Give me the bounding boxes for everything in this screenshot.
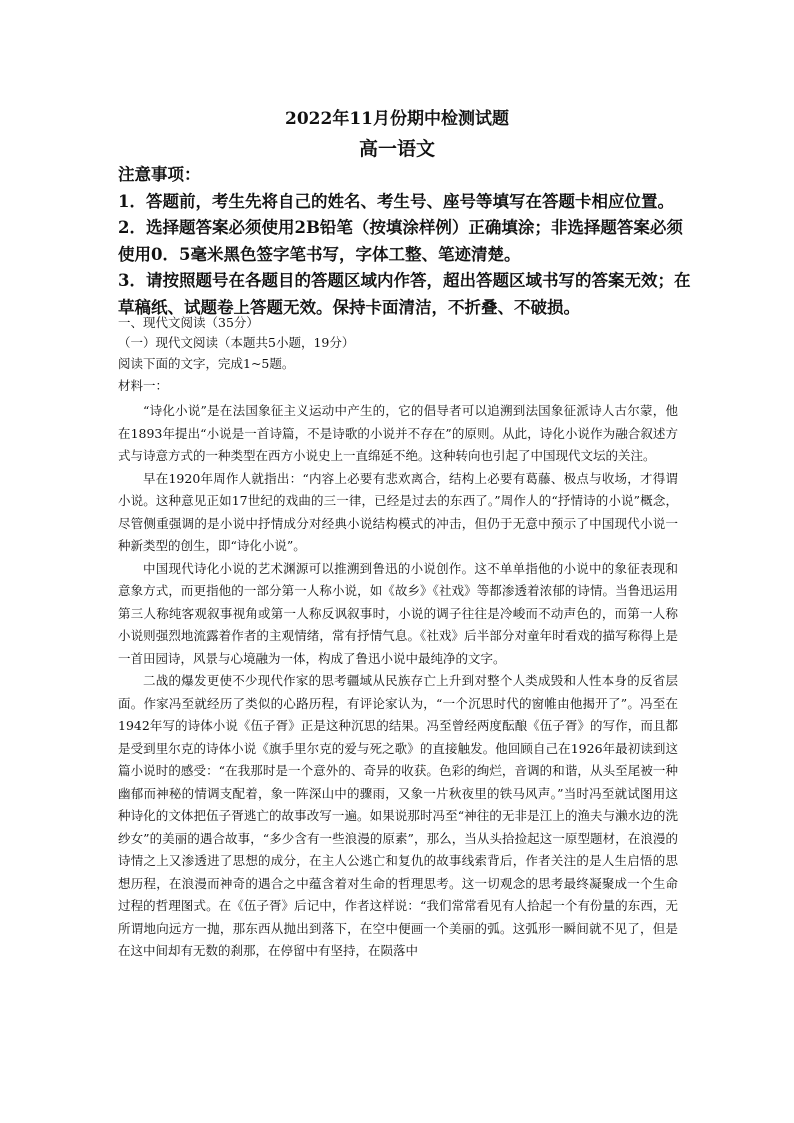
passage-paragraph: 早在1920年周作人就指出：“内容上必要有悲欢离合，结构上必要有葛藤、极点与收场，才得谓小说。这种意见正如17世纪的戏曲的三一律，已经是过去的东西了。”周作人的“抒情诗的小说”概念，尽管侧重强调的是小说中抒情成分对经典小说结构模式的冲击，但仍于无意中预示了中国现代小说一种新类型的创生，即“诗化小说”。: [118, 470, 678, 553]
passage-paragraph: “诗化小说”是在法国象征主义运动中产生的，它的倡导者可以追溯到法国象征派诗人古尔蒙，他在1893年提出“小说是一首诗篇，不是诗歌的小说并不存在”的原则。从此，诗化小说作为融合叙述方式与诗意方式的一种类型在西方小说史上一直绵延不绝。这种转向也引起了中国现代文坛的关注。: [118, 403, 678, 463]
subsection-heading: （一）现代文阅读（本题共5小题，19分）: [118, 335, 355, 350]
notice-block: [118, 162, 691, 321]
passage-paragraph: 二战的爆发更使不少现代作家的思考疆域从民族存亡上升到对整个人类成毁和人性本身的反省层面。作家冯至就经历了类似的心路历程，有评论家认为，“一个沉思时代的窗帷由他揭开了”。冯至在1942年写的诗体小说《伍子胥》正是这种沉思的结果。冯至曾经两度酝酿《伍子胥》的写作，而且都是受到里尔克的诗体小说《旗手里尔克的爱与死之歌》的直接触发。他回顾自己在1926年最初读到这篇小说时的感受：“在我那时是一个意外的、奇异的收获。色彩的绚烂，音调的和谐，从头至尾被一种幽郁而神秘的情调支配着，象一阵深山中的骤雨，又象一片秋夜里的铁马风声。”当时冯至就试图用这种诗化的文体把伍子胥逃亡的故事改写一遍。如果说那时冯至“神往的无非是江上的渔夫与濑水边的洗纱女”的美丽的遇合故事，“多少含有一些浪漫的原素”，那么，当从头拾捡起这一原型题材，在浪漫的诗情之上又渗透进了思想的成分，在主人公逃亡和复仇的故事线索背后，作者关注的是人生启悟的思想历程，在浪漫而神奇的遇合之中蕴含着对生命的哲理思考。这一切观念的思考最终凝聚成一个生命过程的哲理图式。在《伍子胥》后记中，作者这样说：“我们常常看见有人拾起一个有份量的东西，无所谓地向远方一抛，那东西从抛出到落下，在空中便画一个美丽的弧。这弧形一瞬间就不见了，但是在这中间却有无数的刹那，在停留中有坚持，在陨落中: [118, 673, 678, 958]
notice-line: 1．答题前，考生先将自己的姓名、考生号、座号等填写在答题卡相应位置。: [118, 191, 674, 211]
reading-instruction: 阅读下面的文字，完成1~5题。: [118, 356, 295, 371]
exam-subject: 高一语文: [358, 138, 435, 160]
notice-line: 2．选择题答案必须使用2B铅笔（按填涂样例）正确填涂；非选择题答案必须: [118, 218, 683, 237]
material-label: 材料一：: [118, 378, 169, 393]
notice-line: 3．请按照题号在各题目的答题区域内作答，超出答题区域书写的答案无效；在: [118, 271, 691, 290]
section-heading: 一、现代文阅读（35分）: [118, 315, 259, 330]
reading-passage: [118, 400, 678, 963]
notice-heading: 注意事项：: [118, 165, 201, 184]
passage-paragraph: 中国现代诗化小说的艺术渊源可以推溯到鲁迅的小说创作。这不单单指他的小说中的象征表现和意象方式，而更指他的一部分第一人称小说，如《故乡》《社戏》等都渗透着浓郁的诗情。当鲁迅运用第三人称纯客观叙事视角或第一人称反讽叙事时，小说的调子往往是冷峻而不动声色的，而第一人称小说则强烈地流露着作者的主观情绪，常有抒情气息。《社戏》后半部分对童年时看戏的描写称得上是一首田园诗，风景与心境融为一体，构成了鲁迅小说中最纯净的文字。: [118, 560, 678, 666]
exam-title: 2022年11月份期中检测试题: [285, 109, 509, 129]
notice-line: 草稿纸、试题卷上答题无效。保持卡面清洁，不折叠、不破损。: [118, 297, 580, 317]
notice-line: 使用0．5毫米黑色签字笔书写，字体工整、笔迹清楚。: [118, 244, 521, 264]
